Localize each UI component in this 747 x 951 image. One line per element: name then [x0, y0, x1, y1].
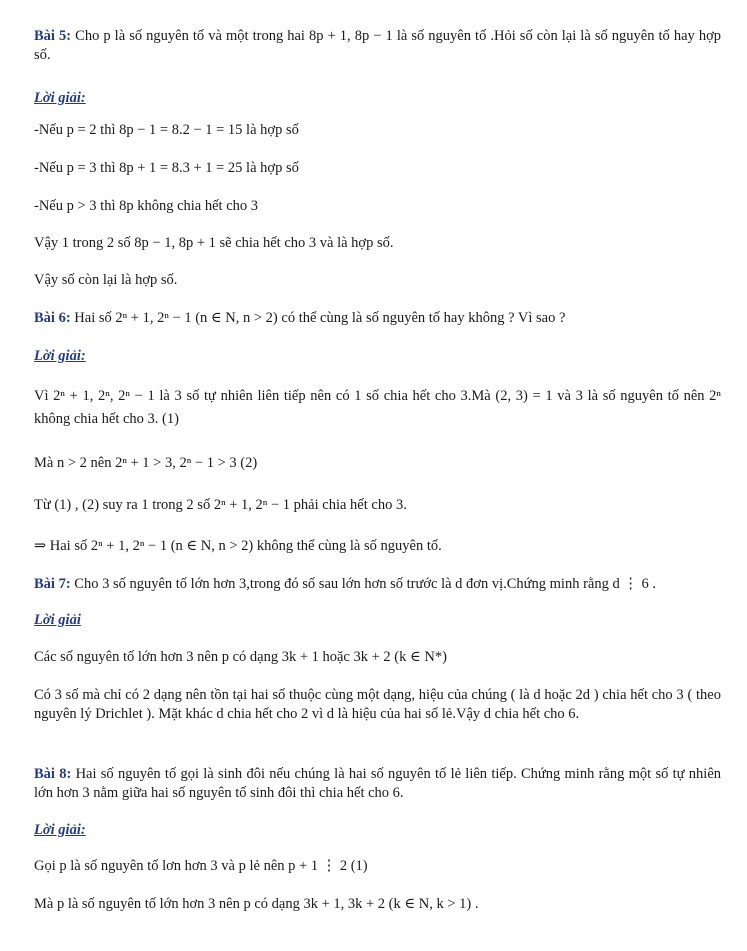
bai7-text: Cho 3 số nguyên tố lớn hơn 3,trong đó số sau lớn hơn số trước là d đơn vị.Chứng minh rằng d ⋮ 6 .	[70, 576, 656, 592]
bai5-label: Bài 5:	[34, 28, 72, 44]
bai8-text: Hai số nguyên tố gọi là sinh đôi nếu chúng là hai số nguyên tố lẻ liên tiếp. Chứng minh rằng một số tự nhiên lớn hơn 3 nằm giữa hai số nguyên tố sinh đôi thì chia hết cho 6.	[34, 766, 722, 801]
bai6-solution-heading: Lời giải:	[34, 348, 86, 364]
bai8-solution-heading: Lời giải:	[34, 822, 86, 838]
bai8-line-1: Gọi p là số nguyên tố lơn hơn 3 và p lẻ nên p + 1 ⋮ 2 (1)	[34, 858, 368, 874]
bai5-line-1: -Nếu p = 2 thì 8p − 1 = 8.2 − 1 = 15 là hợp số	[34, 122, 299, 138]
bai8-label: Bài 8:	[34, 766, 72, 782]
bai6-line-1: Vì 2ⁿ + 1, 2ⁿ, 2ⁿ − 1 là 3 số tự nhiên liên tiếp nên có 1 số chia hết cho 3.Mà (2, 3) = 1 và 3 là số nguyên tố nên 2ⁿ không chia hết cho 3. (1)	[34, 388, 721, 427]
bai7-line-2: Có 3 số mà chỉ có 2 dạng nên tồn tại hai số thuộc cùng một dạng, hiệu của chúng ( là d hoặc 2d ) chia hết cho 3 ( theo nguyên lý Drichlet ). Mặt khác d chia hết cho 2 vì d là hiệu của hai số lẻ.Vậy d chia hết cho 6.	[34, 687, 721, 722]
bai7-problem	[34, 575, 721, 594]
bai6-problem	[34, 309, 721, 328]
bai6-conclusion: ⇒ Hai số 2ⁿ + 1, 2ⁿ − 1 (n ∈ N, n > 2) không thể cùng là số nguyên tố.	[34, 538, 442, 554]
bai5-line-3: -Nếu p > 3 thì 8p không chia hết cho 3	[34, 198, 259, 214]
bai6-line-3: Từ (1) , (2) suy ra 1 trong 2 số 2ⁿ + 1, 2ⁿ − 1 phải chia hết cho 3.	[34, 497, 407, 513]
bai7-label: Bài 7:	[34, 576, 71, 592]
bai6-text: Hai số 2ⁿ + 1, 2ⁿ − 1 (n ∈ N, n > 2) có thể cùng là số nguyên tố hay không ? Vì sao ?	[70, 310, 566, 326]
bai6-line-2: Mà n > 2 nên 2ⁿ + 1 > 3, 2ⁿ − 1 > 3 (2)	[34, 455, 258, 471]
bai8-line-2: Mà p là số nguyên tố lớn hơn 3 nên p có dạng 3k + 1, 3k + 2 (k ∈ N, k > 1) .	[34, 896, 479, 912]
bai8-problem	[34, 765, 721, 803]
bai5-text: Cho p là số nguyên tố và một trong hai 8p + 1, 8p − 1 là số nguyên tố .Hỏi số còn lại là số nguyên tố hay hợp số.	[34, 28, 722, 63]
bai5-line-2: -Nếu p = 3 thì 8p + 1 = 8.3 + 1 = 25 là hợp số	[34, 160, 299, 176]
bai5-solution-heading: Lời giải:	[34, 90, 86, 106]
bai7-solution-heading: Lời giải	[34, 612, 81, 628]
bai5-conclusion: Vậy số còn lại là hợp số.	[34, 272, 178, 288]
bai5-line-4: Vậy 1 trong 2 số 8p − 1, 8p + 1 sẽ chia hết cho 3 và là hợp số.	[34, 235, 394, 251]
bai5-problem	[34, 27, 721, 65]
bai7-line-1: Các số nguyên tố lớn hơn 3 nên p có dạng 3k + 1 hoặc 3k + 2 (k ∈ N*)	[34, 649, 447, 665]
bai6-label: Bài 6:	[34, 310, 71, 326]
